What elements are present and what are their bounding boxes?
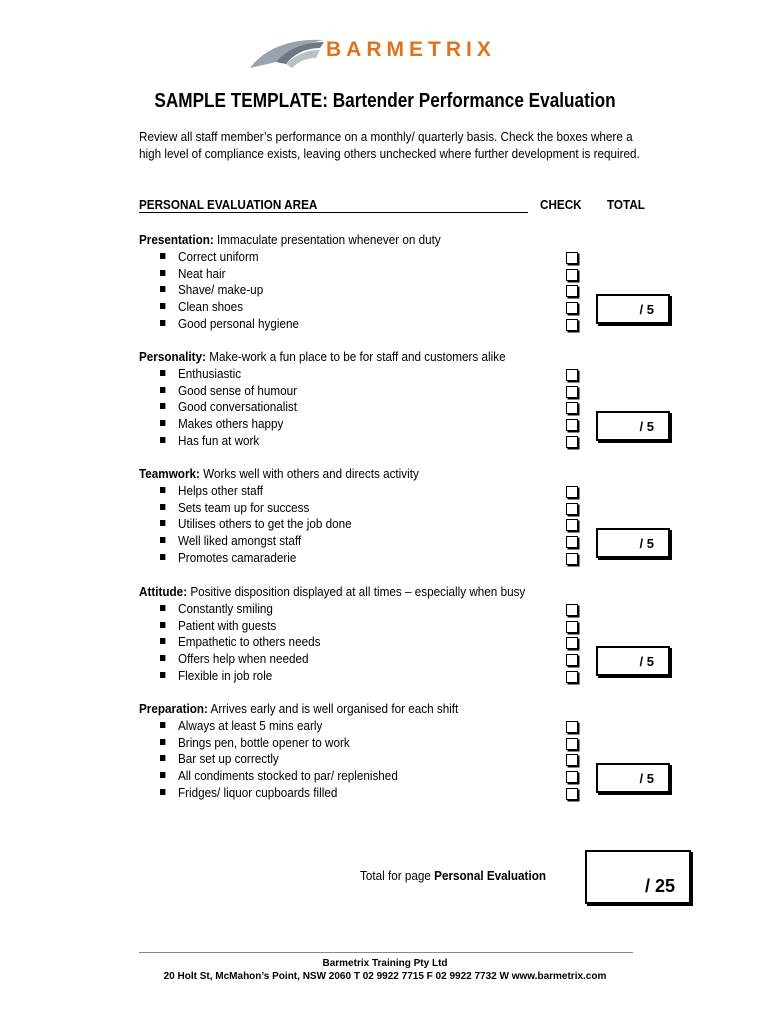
section-title [139, 701, 458, 716]
bullet-icon [160, 755, 165, 761]
section-description: Positive disposition displayed at all times – especially when busy [190, 584, 526, 599]
criteria-checkbox[interactable] [566, 419, 578, 431]
bullet-icon [160, 638, 165, 644]
criteria-item [160, 718, 322, 733]
criteria-item [160, 366, 241, 381]
bullet-icon [160, 303, 165, 309]
barmetrix-logo [246, 28, 556, 80]
page-title: SAMPLE TEMPLATE: Bartender Performance Evaluation [154, 90, 616, 112]
bullet-icon [160, 739, 165, 745]
section-total-box: / 5 [596, 528, 670, 558]
footer-divider [139, 952, 633, 953]
bullet-icon [160, 672, 165, 678]
criteria-label: Utilises others to get the job done [178, 516, 352, 532]
criteria-label: Makes others happy [178, 416, 284, 432]
criteria-checkbox[interactable] [566, 369, 578, 381]
criteria-checkbox[interactable] [566, 486, 578, 498]
criteria-checkbox[interactable] [566, 269, 578, 281]
criteria-checkbox[interactable] [566, 754, 578, 766]
criteria-label: Good personal hygiene [178, 316, 299, 331]
bullet-icon [160, 403, 165, 409]
grand-total-bold: Personal Evaluation [434, 868, 547, 883]
criteria-checkbox[interactable] [566, 604, 578, 616]
section-description: Make-work a fun place to be for staff and customers alike [209, 349, 506, 364]
criteria-checkbox[interactable] [566, 285, 578, 297]
criteria-checkbox[interactable] [566, 519, 578, 531]
criteria-checkbox[interactable] [566, 721, 578, 733]
header-check: CHECK [540, 197, 582, 212]
intro-text: Review all staff member’s performance on a monthly/ quarterly basis. Check the boxes where a high level of compliance exists, leaving others unchecked where further development is required. [139, 129, 640, 161]
criteria-checkbox[interactable] [566, 654, 578, 666]
criteria-item [160, 768, 398, 783]
section-name: Attitude: [139, 584, 188, 599]
bullet-icon [160, 420, 165, 426]
criteria-item [160, 601, 273, 616]
criteria-checkbox[interactable] [566, 503, 578, 515]
bullet-icon [160, 520, 165, 526]
criteria-checkbox[interactable] [566, 319, 578, 331]
bullet-icon [160, 487, 165, 493]
criteria-label: Bar set up correctly [178, 751, 279, 767]
section-total-box: / 5 [596, 646, 670, 676]
criteria-item [160, 651, 309, 666]
criteria-label: Offers help when needed [178, 651, 309, 667]
section-description: Immaculate presentation whenever on duty [217, 232, 441, 247]
criteria-label: Promotes camaraderie [178, 550, 297, 565]
criteria-item [160, 634, 320, 649]
criteria-checkbox[interactable] [566, 252, 578, 264]
criteria-label: Neat hair [178, 265, 226, 281]
criteria-checkbox[interactable] [566, 621, 578, 633]
criteria-checkbox[interactable] [566, 771, 578, 783]
criteria-item [160, 416, 283, 431]
criteria-item [160, 483, 263, 498]
criteria-item [160, 785, 337, 800]
section-name: Preparation: [139, 701, 208, 716]
criteria-item [160, 299, 243, 314]
bullet-icon [160, 722, 165, 728]
criteria-label: All condiments stocked to par/ replenished [178, 768, 398, 784]
bullet-icon [160, 789, 165, 795]
criteria-item [160, 266, 225, 281]
criteria-label: Has fun at work [178, 433, 260, 448]
criteria-checkbox[interactable] [566, 788, 578, 800]
criteria-item [160, 500, 309, 515]
criteria-label: Shave/ make-up [178, 282, 264, 298]
barmetrix-swoosh-icon [246, 28, 326, 80]
criteria-item [160, 249, 259, 264]
bullet-icon [160, 554, 165, 560]
criteria-label: Sets team up for success [178, 499, 310, 515]
criteria-label: Empathetic to others needs [178, 634, 321, 650]
section-name: Presentation: [139, 232, 214, 247]
criteria-checkbox[interactable] [566, 536, 578, 548]
header-area: PERSONAL EVALUATION AREA [139, 197, 318, 212]
criteria-item [160, 516, 352, 531]
section-description: Works well with others and directs activity [203, 466, 419, 481]
criteria-item [160, 668, 272, 683]
criteria-label: Brings pen, bottle opener to work [178, 734, 350, 750]
criteria-label: Patient with guests [178, 617, 277, 633]
criteria-label: Fridges/ liquor cupboards filled [178, 785, 338, 800]
grand-total-prefix: Total for page [360, 868, 431, 883]
criteria-checkbox[interactable] [566, 553, 578, 565]
grand-total-label [360, 868, 546, 883]
footer-contact: 20 Holt St, McMahon’s Point, NSW 2060 T 02 9922 7715 F 02 9922 7732 W www.barmetrix.com [163, 971, 607, 982]
criteria-item [160, 433, 259, 448]
criteria-item [160, 550, 296, 565]
criteria-label: Good conversationalist [178, 399, 298, 415]
grand-total-box: / 25 [585, 850, 691, 904]
criteria-checkbox[interactable] [566, 738, 578, 750]
criteria-label: Well liked amongst staff [178, 533, 302, 549]
section-name: Personality: [139, 349, 206, 364]
criteria-label: Good sense of humour [178, 382, 298, 398]
criteria-label: Helps other staff [178, 482, 263, 498]
criteria-item [160, 751, 279, 766]
criteria-checkbox[interactable] [566, 302, 578, 314]
bullet-icon [160, 504, 165, 510]
criteria-checkbox[interactable] [566, 671, 578, 683]
criteria-label: Enthusiastic [178, 365, 242, 381]
criteria-checkbox[interactable] [566, 637, 578, 649]
bullet-icon [160, 605, 165, 611]
criteria-label: Flexible in job role [178, 668, 273, 683]
criteria-item [160, 533, 301, 548]
section-description: Arrives early and is well organised for each shift [210, 701, 459, 716]
section-title [139, 584, 525, 599]
brand-name: BARMETRIX [326, 38, 496, 61]
bullet-icon [160, 655, 165, 661]
footer-company: Barmetrix Training Pty Ltd [322, 958, 448, 969]
criteria-checkbox[interactable] [566, 402, 578, 414]
criteria-label: Constantly smiling [178, 600, 273, 616]
criteria-item [160, 316, 299, 331]
criteria-label: Always at least 5 mins early [178, 717, 323, 733]
criteria-item [160, 282, 263, 297]
criteria-label: Clean shoes [178, 299, 244, 315]
bullet-icon [160, 387, 165, 393]
criteria-item [160, 618, 276, 633]
section-total-box: / 5 [596, 411, 670, 441]
criteria-checkbox[interactable] [566, 436, 578, 448]
bullet-icon [160, 320, 165, 326]
section-title [139, 232, 441, 247]
bullet-icon [160, 270, 165, 276]
header-underline [139, 212, 528, 213]
section-name: Teamwork: [139, 466, 200, 481]
bullet-icon [160, 286, 165, 292]
section-title [139, 466, 419, 481]
header-total: TOTAL [607, 197, 645, 212]
bullet-icon [160, 370, 165, 376]
bullet-icon [160, 772, 165, 778]
criteria-item [160, 735, 350, 750]
bullet-icon [160, 437, 165, 443]
criteria-checkbox[interactable] [566, 386, 578, 398]
criteria-label: Correct uniform [178, 248, 259, 264]
section-total-box: / 5 [596, 763, 670, 793]
criteria-item [160, 399, 297, 414]
bullet-icon [160, 622, 165, 628]
bullet-icon [160, 537, 165, 543]
section-total-box: / 5 [596, 294, 670, 324]
section-title [139, 349, 506, 364]
criteria-item [160, 383, 297, 398]
bullet-icon [160, 253, 165, 259]
